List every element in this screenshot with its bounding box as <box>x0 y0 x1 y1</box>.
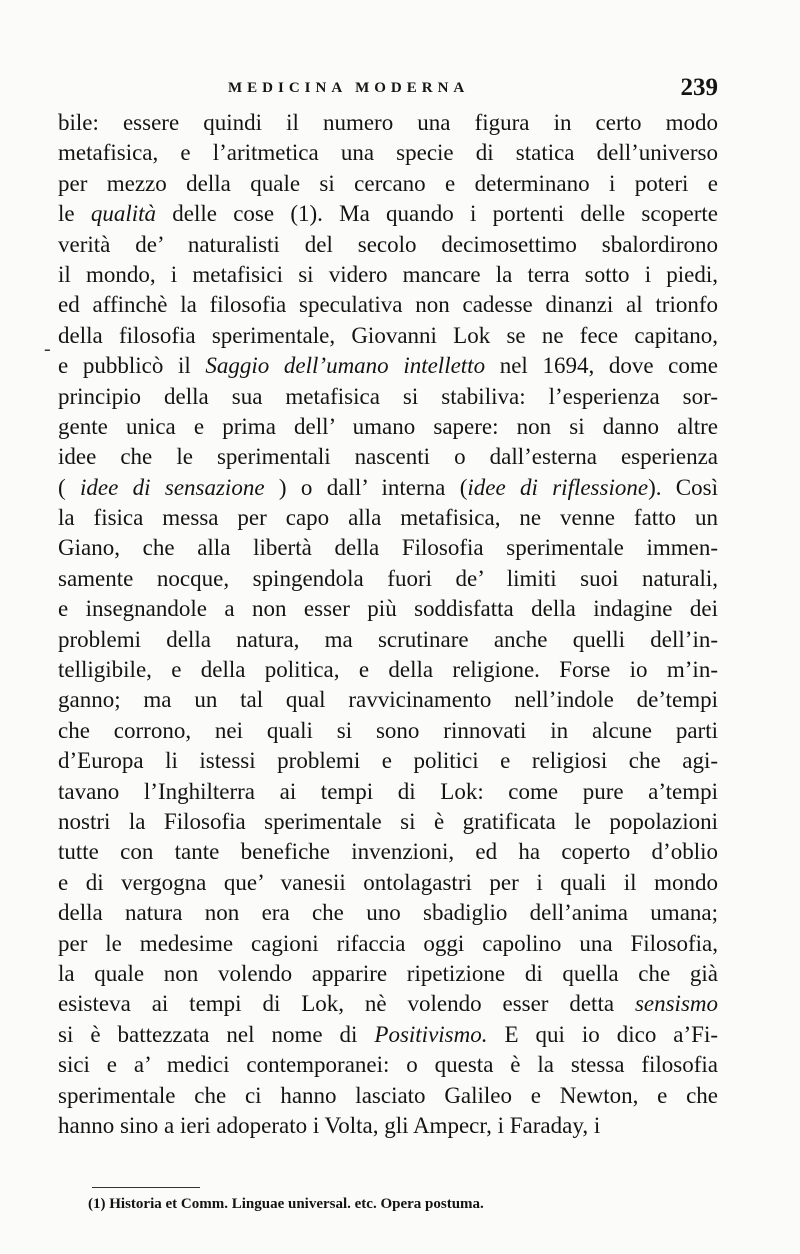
text-segment: problemi della natura, ma scrutinare anche quelli dell’in- <box>58 626 718 652</box>
text-segment: esisteva ai tempi di Lok, nè volendo esser detta <box>58 991 635 1017</box>
text-segment: per le medesime cagioni rifaccia oggi capolino una Filosofia, <box>58 930 718 956</box>
text-segment: sici e a’ medici contemporanei: o questa è la stessa filosofia <box>58 1052 718 1078</box>
text-line <box>58 746 718 776</box>
text-segment: la fisica messa per capo alla metafisica, ne venne fatto un <box>58 505 718 531</box>
page-number: 239 <box>680 74 718 101</box>
italic-phrase: Positivismo. <box>374 1021 488 1047</box>
text-segment: ). Così <box>648 474 718 500</box>
text-segment: e insegnandole a non esser più soddisfatta della indagine dei <box>58 596 718 622</box>
text-line <box>58 1111 718 1141</box>
text-segment: per mezzo della quale si cercano e determinano i poteri e <box>58 170 718 196</box>
text-line <box>58 989 718 1019</box>
text-segment: hanno sino a ieri adoperato i Volta, gli Ampecr, i Faraday, i <box>58 1112 601 1138</box>
text-line <box>58 716 718 746</box>
italic-phrase: qualità <box>90 201 157 227</box>
text-line <box>58 503 718 533</box>
margin-mark: - <box>44 338 51 360</box>
text-line <box>58 625 718 655</box>
text-segment: verità de’ naturalisti del secolo decimosettimo sbalordirono <box>58 231 718 257</box>
text-segment: ed affinchè la filosofia speculativa non cadesse dinanzi al trionfo <box>58 292 718 318</box>
italic-phrase: Saggio dell’umano intelletto <box>205 353 486 379</box>
text-line <box>58 564 718 594</box>
page-header <box>58 74 718 108</box>
text-segment: idee che le sperimentali nascenti o dall’esterna esperienza <box>58 444 718 470</box>
text-line <box>58 108 718 138</box>
text-segment: nel 1694, dove come <box>485 353 718 379</box>
text-line <box>58 807 718 837</box>
text-line <box>58 1050 718 1080</box>
text-segment: della natura non era che uno sbadiglio dell’anima umana; <box>58 900 718 926</box>
text-segment: e di vergogna que’ vanesii ontolagastri per i quali il mondo <box>58 869 718 895</box>
text-line <box>58 290 718 320</box>
text-segment: tutte con tante benefiche invenzioni, ed ha coperto d’oblio <box>58 839 718 865</box>
text-segment: le <box>58 201 91 227</box>
text-segment: sperimentale che ci hanno lasciato Galileo e Newton, e che <box>58 1082 718 1108</box>
text-line <box>58 594 718 624</box>
text-line <box>58 260 718 290</box>
text-line <box>58 321 718 351</box>
text-line <box>58 442 718 472</box>
text-line <box>58 685 718 715</box>
text-segment: Giano, che alla libertà della Filosofia sperimentale immen- <box>58 535 718 561</box>
text-segment: ( <box>58 474 80 500</box>
text-segment: la quale non volendo apparire ripetizione di quella che già <box>58 960 718 986</box>
text-line <box>58 138 718 168</box>
text-line <box>58 351 718 381</box>
text-line <box>58 777 718 807</box>
text-segment: ) o dall’ interna ( <box>264 474 468 500</box>
footnote: (1) Historia et Comm. Linguae universal. etc. Opera postuma. <box>88 1196 484 1212</box>
text-line <box>58 898 718 928</box>
text-line <box>58 1020 718 1050</box>
italic-phrase: sensismo <box>634 991 718 1017</box>
text-line <box>58 929 718 959</box>
text-segment: principio della sua metafisica si stabiliva: l’esperienza sor- <box>58 383 718 409</box>
text-segment: delle cose (1). Ma quando i portenti delle scoperte <box>156 201 718 227</box>
text-line <box>58 533 718 563</box>
text-line <box>58 382 718 412</box>
text-segment: che corrono, nei quali si sono rinnovati in alcune parti <box>58 717 718 743</box>
text-segment: samente nocque, spingendola fuori de’ limiti suoi naturali, <box>58 565 718 591</box>
running-head: MEDICINA MODERNA <box>228 80 470 96</box>
text-line <box>58 199 718 229</box>
text-line <box>58 655 718 685</box>
text-segment: E qui io dico a’Fi- <box>487 1021 718 1047</box>
text-segment: della filosofia sperimentale, Giovanni Lok se ne fece capitano, <box>58 322 718 348</box>
text-segment: si è battezzata nel nome di <box>58 1021 375 1047</box>
text-line <box>58 1081 718 1111</box>
text-segment: metafisica, e l’aritmetica una specie di statica dell’universo <box>58 140 718 166</box>
text-segment: telligibile, e della politica, e della religione. Forse io m’in- <box>58 657 718 683</box>
body-text <box>58 108 718 1141</box>
italic-phrase: idee di riflessione <box>467 474 649 500</box>
italic-phrase: idee di sensazione <box>80 474 265 500</box>
text-line <box>58 868 718 898</box>
text-segment: gente unica e prima dell’ umano sapere: non si danno altre <box>58 413 718 439</box>
text-segment: il mondo, i metafisici si videro mancare la terra sotto i piedi, <box>58 261 718 287</box>
text-line <box>58 837 718 867</box>
text-segment: bile: essere quindi il numero una figura in certo modo <box>58 110 718 135</box>
footnote-rule <box>92 1187 200 1188</box>
text-line <box>58 473 718 503</box>
text-line <box>58 959 718 989</box>
text-line <box>58 230 718 260</box>
text-segment: nostri la Filosofia sperimentale si è gratificata le popolazioni <box>58 808 718 834</box>
text-segment: d’Europa li istessi problemi e politici e religiosi che agi- <box>58 748 718 774</box>
text-segment: tavano l’Inghilterra ai tempi di Lok: come pure a’tempi <box>58 778 718 804</box>
text-line <box>58 169 718 199</box>
text-line <box>58 412 718 442</box>
text-segment: ganno; ma un tal qual ravvicinamento nell’indole de’tempi <box>58 687 718 713</box>
text-segment: e pubblicò il <box>58 353 206 379</box>
